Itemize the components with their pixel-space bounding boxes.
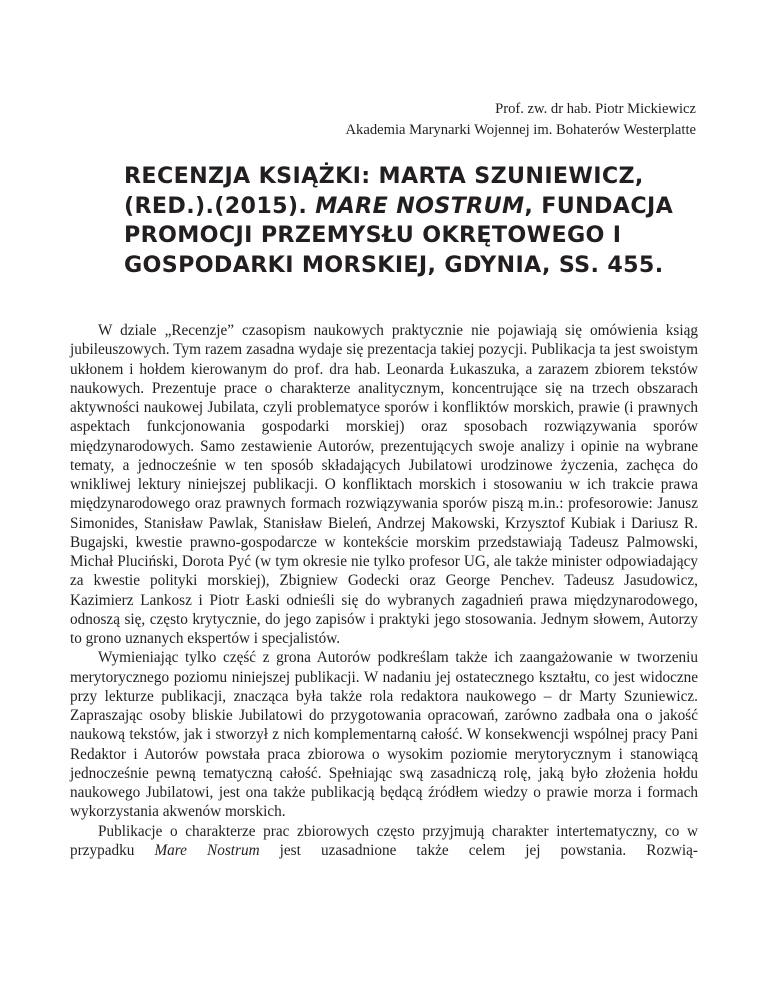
title-italic-book-name: MARE NOSTRUM: [315, 192, 525, 219]
body-paragraph-1: W dziale „Recenzje” czasopism naukowych praktycznie nie pojawiają się omówienia ksiąg jubileuszowych. Tym razem zasadna wydaje się prezentacja takiej pozycji. Publikacja ta jest swoistym ukłonem i hołdem kierowanym do prof. dra hab. Leonarda Łukaszuka, a zarazem zbiorem tekstów naukowych. Prezentuje prace o charakterze analitycznym, koncentrujące się na trzech obszarach aktywności naukowej Jubilata, czyli problematyce sporów i konfliktów morskich, prawie (i prawnych aspektach funkcjonowania gospodarki morskiej) oraz sposobach rozwiązywania sporów międzynarodowych. Samo zestawienie Autorów, prezentujących swoje analizy i opinie na wybrane tematy, a jednocześnie w ten sposób składających Jubilatowi urodzinowe życzenia, zachęca do wnikliwej lektury niniejszej publikacji. O konfliktach morskich i stosowaniu w ich trakcie prawa międzynarodowego oraz prawnych formach rozwiązywania sporów piszą m.in.: profesorowie: Janusz Simonides, Stanisław Pawlak, Stanisław Bieleń, Andrzej Makowski, Krzysztof Kubiak i Dariusz R. Bugajski, kwestie prawno-gospodarcze w kontekście morskim przedstawiają Tadeusz Palmowski, Michał Pluciński, Dorota Pyć (w tym okresie nie tylko profesor UG, ale także minister odpowiadający za kwestie polityki morskiej), Zbigniew Godecki oraz George Penchev. Tadeusz Jasudowicz, Kazimierz Lankosz i Piotr Łaski odnieśli się do wybranych zagadnień prawa międzynarodowego, odnoszą się, często krytycznie, do jego zapisów i praktyki jego stosowania. Jednym słowem, Autorzy to grono uznanych ekspertów i specjalistów.: [70, 322, 698, 647]
paragraph-3-text-a: Publikacje o charakterze prac zbiorowych często przyjmują charakter intertematyczny, co w przypadku: [70, 822, 698, 859]
author-name: Prof. zw. dr hab. Piotr Mickiewicz: [495, 101, 696, 117]
body-paragraph-3: [70, 822, 698, 861]
title-part-1: RECENZJA KSIĄŻKI: MARTA SZUNIEWICZ, (RED.).(2015).: [124, 163, 644, 219]
paragraph-3-text-b: jest uzasadnione także celem jej powstania. Rozwią-: [259, 841, 698, 859]
paragraph-3-italic-title: Mare Nostrum: [154, 841, 260, 859]
author-affiliation: Akademia Marynarki Wojennej im. Bohaterów Westerplatte: [345, 122, 696, 138]
review-title: [124, 162, 684, 280]
review-body: [70, 321, 698, 860]
title-part-2: , FUNDACJA PROMOCJI PRZEMYSŁU OKRĘTOWEGO I GOSPODARKI MORSKIEJ, GDYNIA, SS. 455.: [124, 192, 674, 278]
body-paragraph-2: Wymieniając tylko część z grona Autorów podkreślam także ich zaangażowanie w tworzeniu merytorycznego poziomu niniejszej publikacji. W nadaniu jej ostatecznego kształtu, co jest widoczne przy lekturze publikacji, znacząca była także rola redaktora naukowego – dr Marty Szuniewicz. Zapraszając osoby bliskie Jubilatowi do przygotowania opracowań, zarówno zadbała ona o jakość naukową tekstów, jak i stworzył z nich komplementarną całość. W konsekwencji wspólnej pracy Pani Redaktor i Autorów powstała praca zbiorowa o wysokim poziomie merytorycznym i stanowiącą jednocześnie pewną tematyczną całość. Spełniając swą zasadniczą rolę, jaką było złożenia hołdu naukowego Jubilatowi, jest ona także publikacją będącą źródłem wiedzy o prawie morza i formach wykorzystania akwenów morskich.: [70, 649, 698, 821]
author-block: [346, 99, 697, 141]
